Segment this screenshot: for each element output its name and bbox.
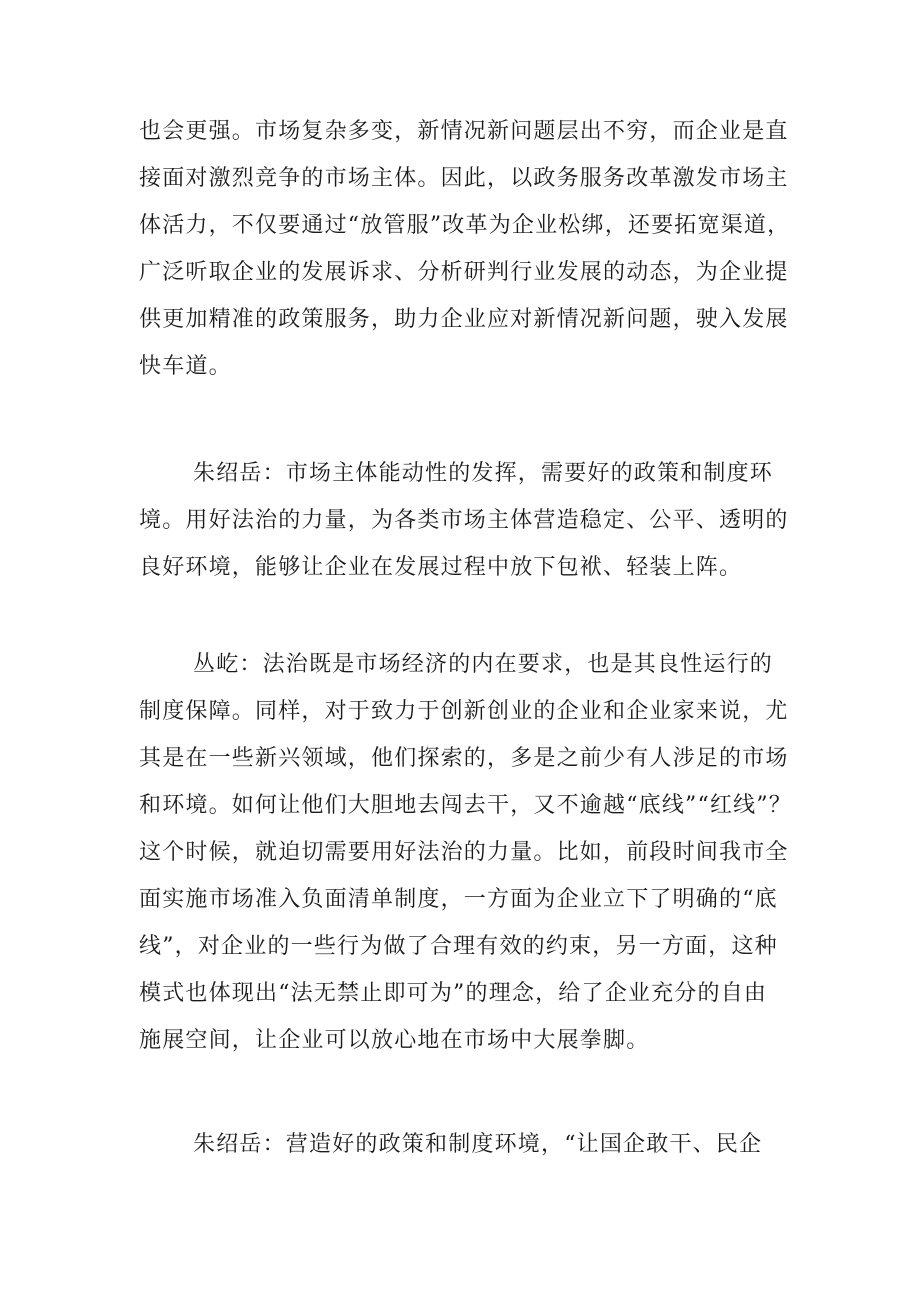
text-line: 也会更强。市场复杂多变，新情况新问题层出不穷，而企业是直 (139, 119, 789, 144)
text-line: 良好环境，能够让企业在发展过程中放下包袱、轻装上阵。 (139, 555, 743, 580)
text-line: 朱绍岳：营造好的政策和制度环境，“让国企敢干、民企 (193, 1132, 763, 1157)
text-line: 丛屹：法治既是市场经济的内在要求，也是其良性运行的 (193, 652, 774, 677)
text-line: 接面对激烈竞争的市场主体。因此，以政务服务改革激发市场主 (139, 166, 789, 191)
text-line: 朱绍岳：市场主体能动性的发挥，需要好的政策和制度环 (193, 461, 774, 486)
text-line: 制度保障。同样，对于致力于创新创业的企业和企业家来说，尤 (139, 699, 789, 724)
text-line: 模式也体现出“法无禁止即可为”的理念，给了企业充分的自由 (139, 981, 768, 1006)
text-line: 广泛听取企业的发展诉求、分析研判行业发展的动态，为企业提 (139, 260, 789, 285)
text-line: 面实施市场准入负面清单制度，一方面为企业立下了明确的“底 (139, 887, 778, 912)
text-line: 线”，对企业的一些行为做了合理有效的约束，另一方面，这种 (139, 934, 778, 959)
text-line: 这个时候，就迫切需要用好法治的力量。比如，前段时间我市全 (139, 840, 789, 865)
text-line: 体活力，不仅要通过“放管服”改革为企业松绑，还要拓宽渠道， (139, 213, 791, 238)
text-line: 和环境。如何让他们大胆地去闯去干，又不逾越“底线”“红线”？ (139, 793, 792, 818)
text-line: 其是在一些新兴领域，他们探索的，多是之前少有人涉足的市场 (139, 746, 789, 771)
text-line: 施展空间，让企业可以放心地在市场中大展拳脚。 (139, 1028, 650, 1053)
text-line: 境。用好法治的力量，为各类市场主体营造稳定、公平、透明的 (139, 508, 789, 533)
text-line: 供更加精准的政策服务，助力企业应对新情况新问题，驶入发展 (139, 307, 789, 332)
text-line: 快车道。 (139, 354, 232, 379)
